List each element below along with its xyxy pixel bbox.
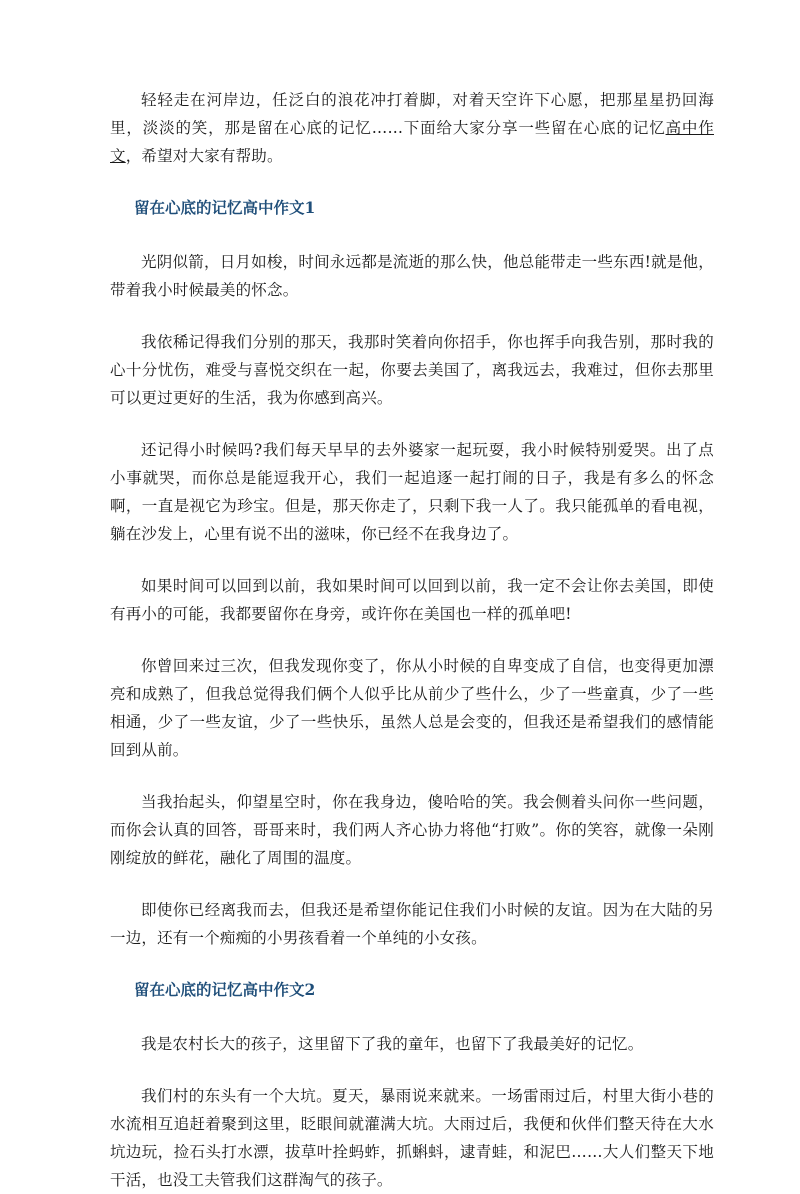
paragraph: 我依稀记得我们分别的那天，我那时笑着向你招手，你也挥手向我告别，那时我的心十分忧伤，难受与喜悦交织在一起，你要去美国了，离我远去，我难过，但你去那里可以更过更好的生活，我为你感到高兴。 bbox=[110, 333, 714, 407]
paragraph: 如果时间可以回到以前，我如果时间可以回到以前，我一定不会让你去美国，即使有再小的可能，我都要留你在身旁，或许你在美国也一样的孤单吧! bbox=[110, 577, 714, 623]
paragraph: 你曾回来过三次，但我发现你变了，你从小时候的自卑变成了自信，也变得更加漂亮和成熟了，但我总觉得我们俩个人似乎比从前少了些什么，少了一些童真，少了一些相通，少了一些友谊，少了一些快乐，虽然人总是会变的，但我还是希望我们的感情能回到从前。 bbox=[110, 657, 714, 759]
intro-text: 轻轻走在河岸边，任泛白的浪花冲打着脚，对着天空许下心愿，把那星星扔回海里，淡淡的笑，那是留在心底的记忆……下面给大家分享一些留在心底的记忆 bbox=[110, 91, 714, 137]
section-2-title: 留在心底的记忆高中作文2 bbox=[134, 980, 316, 999]
paragraph: 光阴似箭，日月如梭，时间永远都是流逝的那么快，他总能带走一些东西!就是他，带着我小时候最美的怀念。 bbox=[110, 253, 714, 299]
paragraph: 即使你已经离我而去，但我还是希望你能记住我们小时候的友谊。因为在大陆的另一边，还有一个痴痴的小男孩看着一个单纯的小女孩。 bbox=[110, 901, 714, 947]
section-1-title: 留在心底的记忆高中作文1 bbox=[134, 198, 316, 217]
intro-text-end: ，希望对大家有帮助。 bbox=[125, 147, 283, 165]
paragraph: 我们村的东头有一个大坑。夏天，暴雨说来就来。一场雷雨过后，村里大街小巷的水流相互追赶着聚到这里，眨眼间就灌满大坑。大雨过后，我便和伙伴们整天待在大水坑边玩，捡石头打水漂，拔草叶拴蚂蚱，抓蝌蚪，逮青蛙，和泥巴……大人们整天下地干活，也没工夫管我们这群淘气的孩子。 bbox=[110, 1087, 714, 1189]
paragraph: 当我抬起头，仰望星空时，你在我身边，傻哈哈的笑。我会侧着头问你一些问题，而你会认真的回答，哥哥来时，我们两人齐心协力将他“打败”。你的笑容，就像一朵刚刚绽放的鲜花，融化了周围的温度。 bbox=[110, 793, 714, 867]
intro-paragraph bbox=[110, 86, 714, 170]
paragraph: 我是农村长大的孩子，这里留下了我的童年，也留下了我最美好的记忆。 bbox=[141, 1035, 644, 1053]
essay-link[interactable]: 高中作文 bbox=[110, 119, 714, 165]
paragraph: 还记得小时候吗?我们每天早早的去外婆家一起玩耍，我小时候特别爱哭。出了点小事就哭，而你总是能逗我开心，我们一起追逐一起打闹的日子，我是有多么的怀念啊，一直是视它为珍宝。但是，那天你走了，只剩下我一人了。我只能孤单的看电视，躺在沙发上，心里有说不出的滋味，你已经不在我身边了。 bbox=[110, 441, 714, 543]
